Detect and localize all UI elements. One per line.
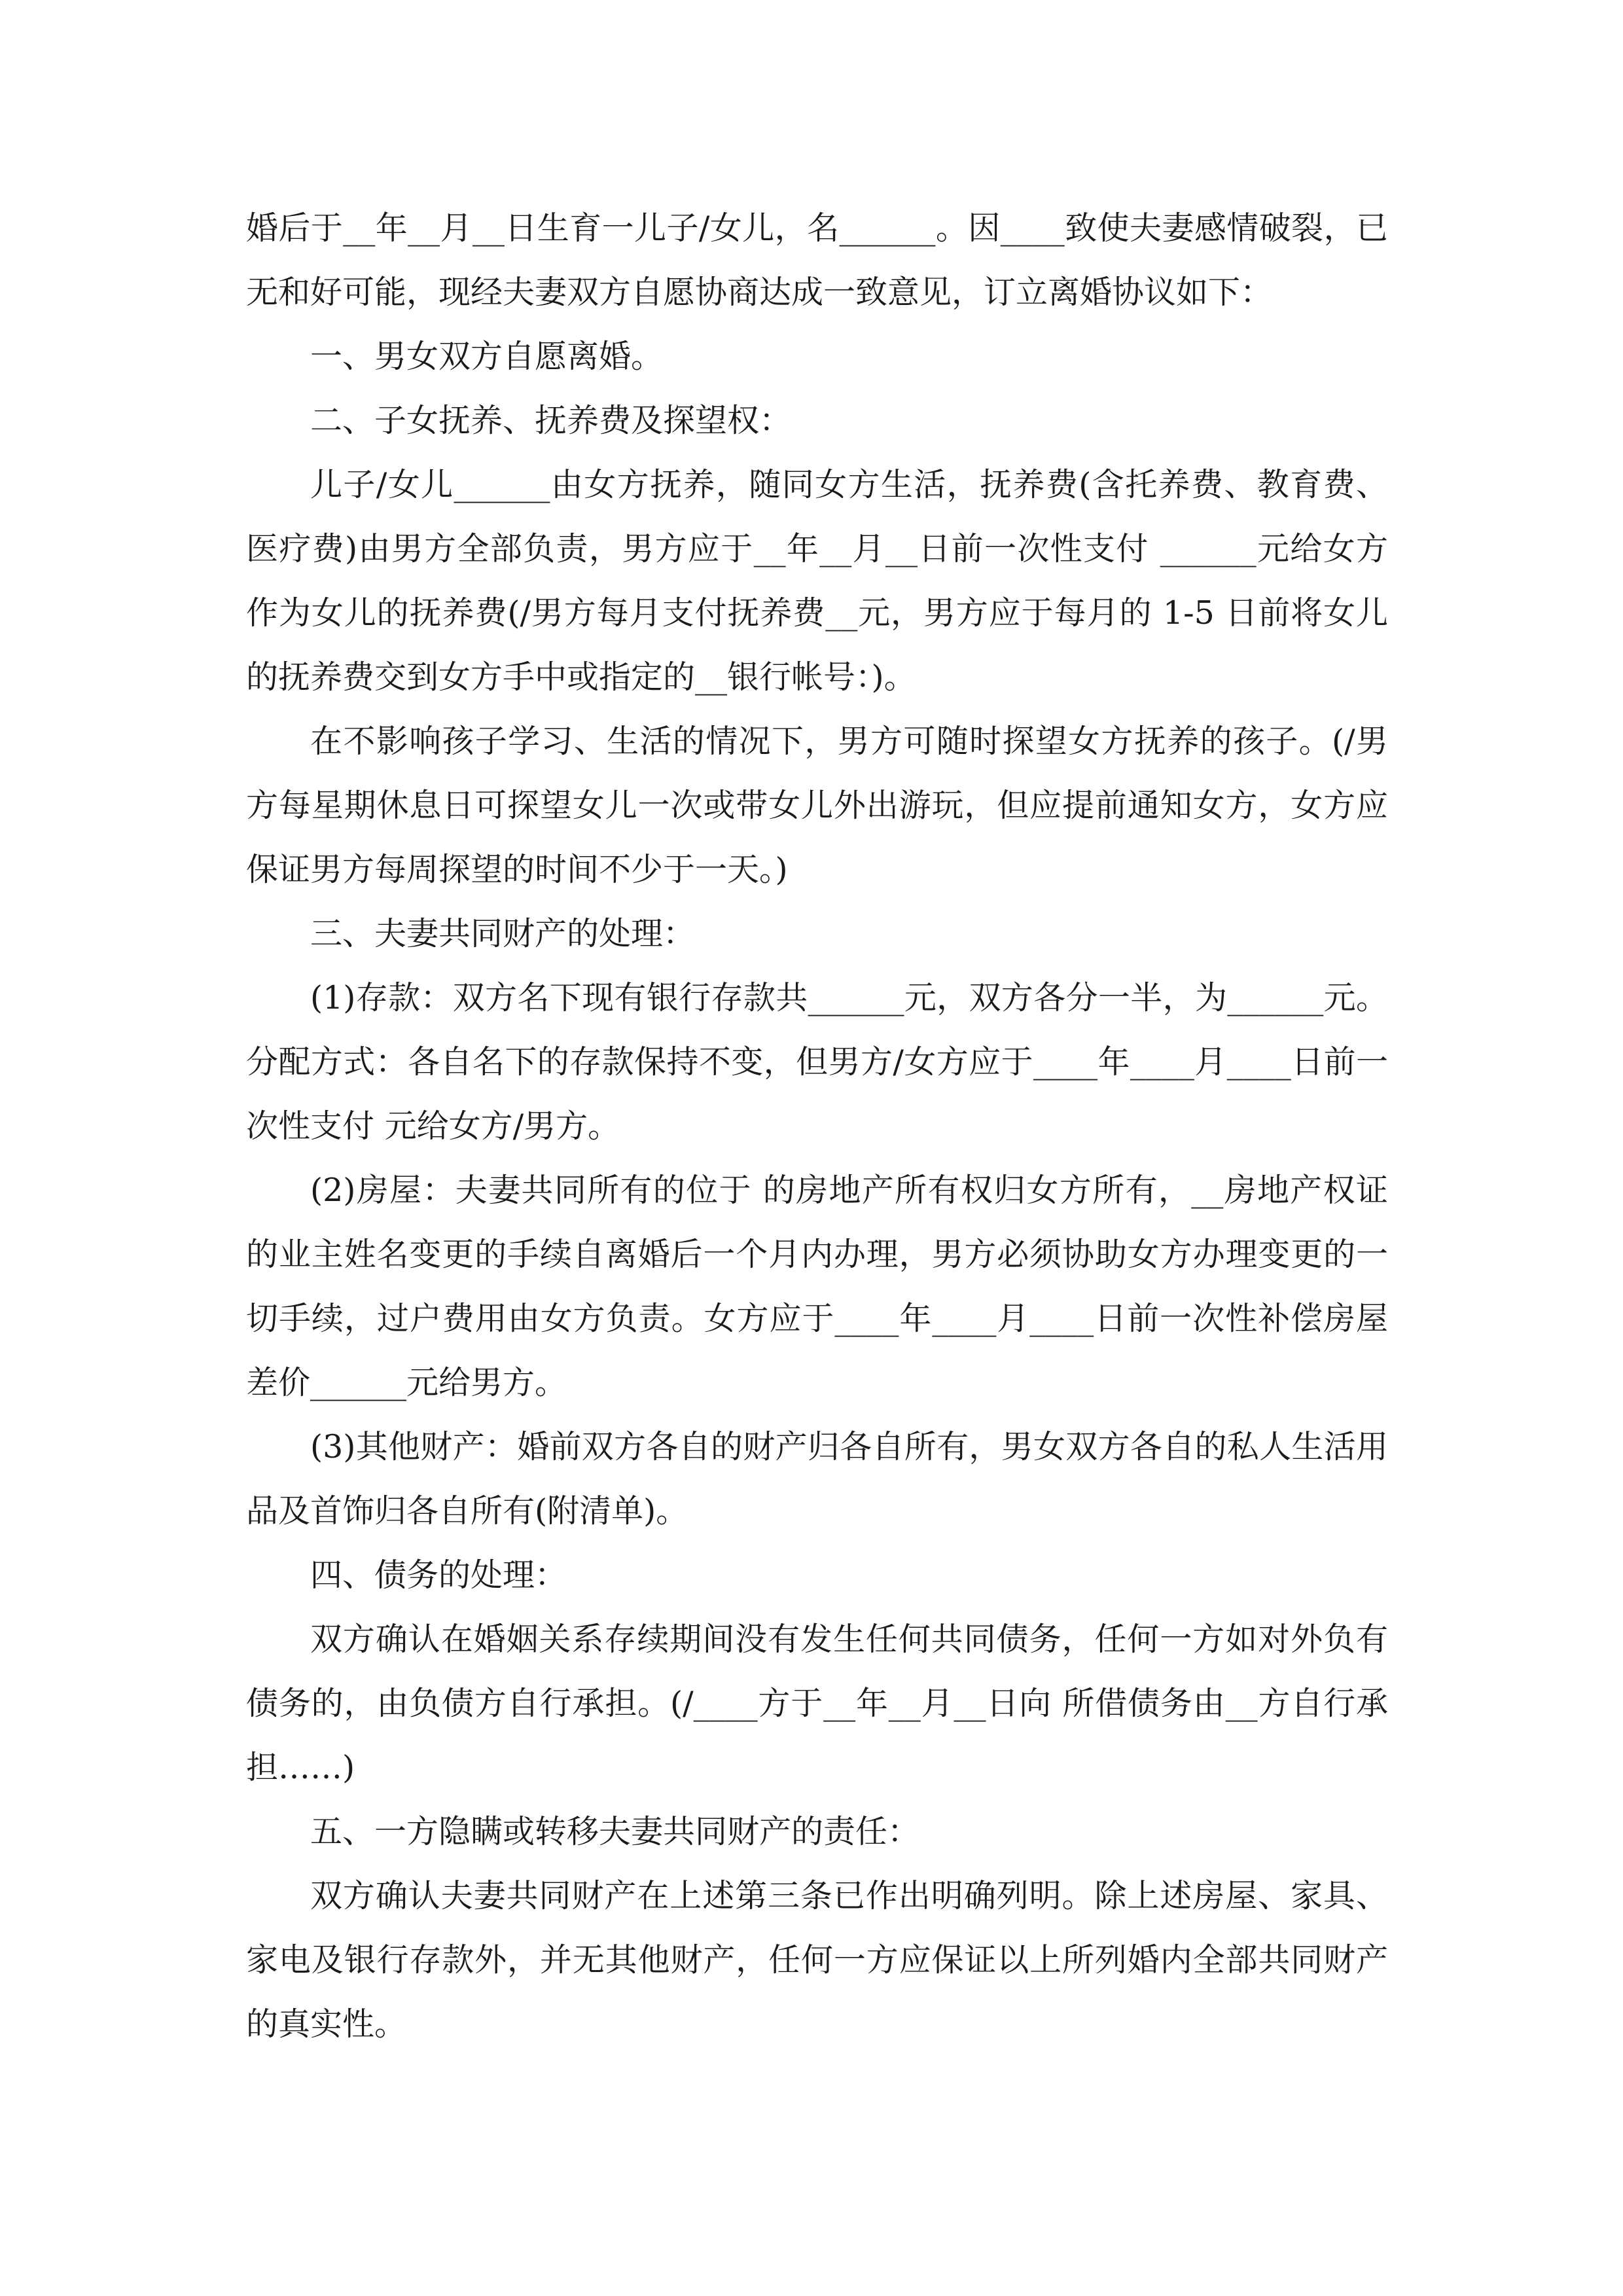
section-5-heading: 五、一方隐瞒或转移夫妻共同财产的责任： xyxy=(310,1813,920,1850)
concealment-paragraph: 双方确认夫妻共同财产在上述第三条已作出明确列明。除上述房屋、家具、家电及银行存款外，并无其他财产，任何一方应保证以上所列婚内全部共同财产的真实性。 xyxy=(246,1877,1388,2043)
section-3-heading: 三、夫妻共同财产的处理： xyxy=(310,915,696,952)
section-2-heading: 二、子女抚养、抚养费及探望权： xyxy=(310,402,792,439)
document-page xyxy=(246,196,1388,2056)
section-4-heading: 四、债务的处理： xyxy=(310,1556,567,1594)
child-custody-paragraph: 儿子/女儿______由女方抚养，随同女方生活，抚养费(含托养费、教育费、医疗费)由男方全部负责，男方应于__年__月__日前一次性支付 ______元给女方作为女儿的抚养费(/男方每月支付抚养费__元，男方应于每月的 1-5 日前将女儿的抚养费交到女方手中或指定的__银行帐号：)。 xyxy=(246,466,1388,696)
visitation-paragraph: 在不影响孩子学习、生活的情况下，男方可随时探望女方抚养的孩子。(/男方每星期休息日可探望女儿一次或带女儿外出游玩，但应提前通知女方，女方应保证男方每周探望的时间不少于一天。) xyxy=(246,723,1388,888)
housing-paragraph: (2)房屋：夫妻共同所有的位于 的房地产所有权归女方所有，__房地产权证的业主姓名变更的手续自离婚后一个月内办理，男方必须协助女方办理变更的一切手续，过户费用由女方负责。女方应于____年____月____日前一次性补偿房屋差价______元给男方。 xyxy=(246,1172,1388,1401)
section-1-heading: 一、男女双方自愿离婚。 xyxy=(310,338,664,375)
intro-paragraph: 婚后于__年__月__日生育一儿子/女儿，名______。因____致使夫妻感情破裂，已无和好可能，现经夫妻双方自愿协商达成一致意见，订立离婚协议如下： xyxy=(246,209,1388,311)
savings-paragraph: (1)存款：双方名下现有银行存款共______元，双方各分一半，为______元。分配方式：各自名下的存款保持不变，但男方/女方应于____年____月____日前一次性支付 元给女方/男方。 xyxy=(246,979,1388,1145)
debt-paragraph: 双方确认在婚姻关系存续期间没有发生任何共同债务，任何一方如对外负有债务的，由负债方自行承担。(/____方于__年__月__日向 所借债务由__方自行承担……) xyxy=(246,1621,1388,1786)
other-property-paragraph: (3)其他财产：婚前双方各自的财产归各自所有，男女双方各自的私人生活用品及首饰归各自所有(附清单)。 xyxy=(246,1428,1388,1530)
